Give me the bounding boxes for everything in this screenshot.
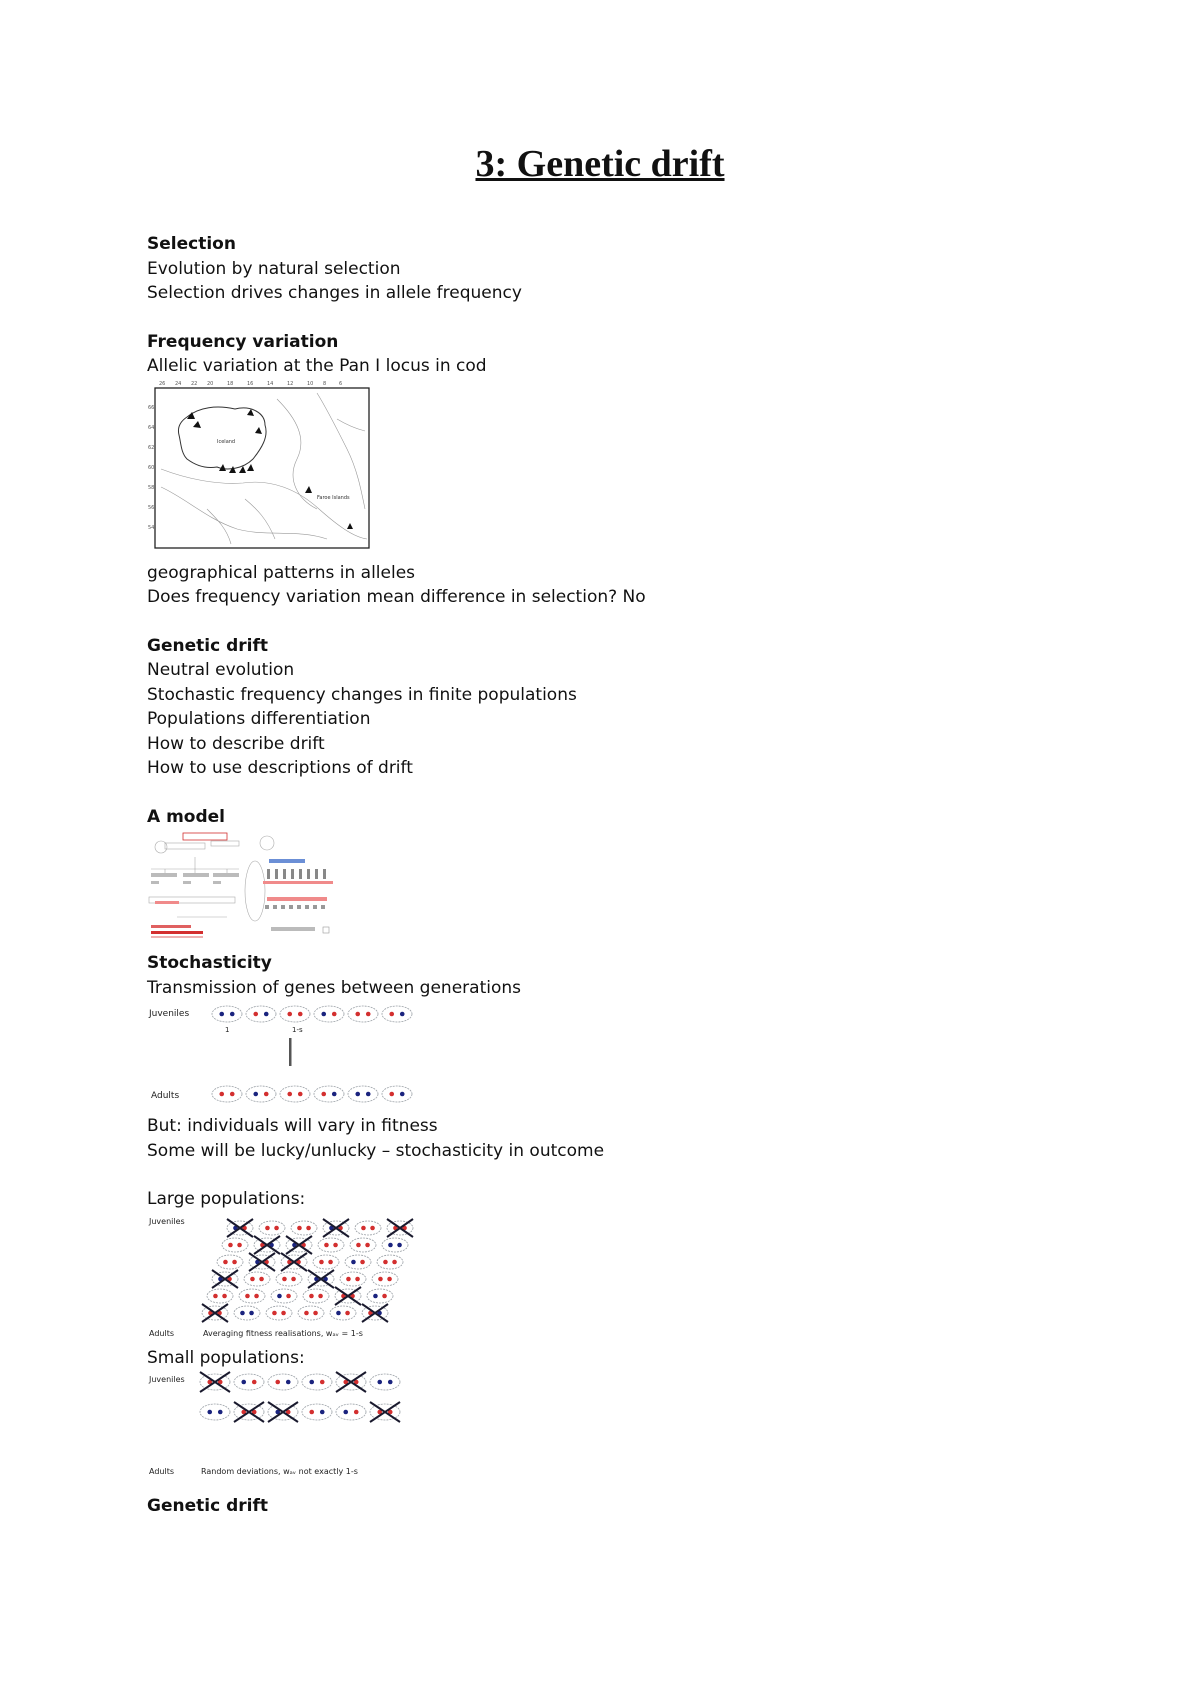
individual [308, 1270, 334, 1288]
large-caption: Averaging fitness realisations, wₐᵥ = 1-s [203, 1328, 363, 1338]
label-fitness-1: 1 [225, 1026, 230, 1034]
individual [336, 1372, 366, 1392]
svg-text:26: 26 [159, 380, 166, 387]
small-population-grid [200, 1372, 400, 1422]
text-line: Neutral evolution [147, 660, 295, 680]
label-adults: Adults [149, 1467, 175, 1476]
adult-row [212, 1086, 412, 1102]
individual [362, 1304, 388, 1322]
individual [212, 1086, 242, 1102]
individual [302, 1404, 332, 1420]
label-adults: Adults [149, 1328, 175, 1338]
individual [372, 1272, 398, 1286]
individual [382, 1238, 408, 1252]
individual [291, 1221, 317, 1235]
heading-selection: Selection [147, 234, 236, 254]
text-line: Some will be lucky/unlucky – stochasticity in outcome [147, 1140, 605, 1161]
map-label-iceland: Iceland [217, 438, 236, 445]
individual [367, 1289, 393, 1303]
individual [227, 1219, 253, 1237]
individual [355, 1221, 381, 1235]
text-line: geographical patterns in alleles [147, 562, 416, 583]
text-line: Stochastic frequency changes in finite populations [147, 684, 577, 705]
individual [370, 1402, 400, 1422]
individual [377, 1255, 403, 1269]
svg-text:24: 24 [175, 380, 182, 387]
small-populations-figure [147, 1370, 427, 1482]
cod-allele-map-figure [147, 379, 377, 551]
heading-a-model: A model [147, 806, 225, 827]
heading-genetic-drift: Genetic drift [147, 635, 268, 656]
label-juveniles: Juveniles [149, 1009, 190, 1019]
large-populations-figure [147, 1212, 427, 1340]
svg-text:8: 8 [323, 380, 327, 387]
text-line: Selection drives changes in allele frequency [147, 283, 522, 303]
individual [370, 1374, 400, 1390]
label-juveniles: Juveniles [149, 1375, 185, 1384]
individual [382, 1086, 412, 1102]
individual [239, 1289, 265, 1303]
svg-text:12: 12 [287, 380, 294, 387]
page-title: 3: Genetic drift [475, 143, 725, 185]
text-line: But: individuals will vary in fitness [147, 1116, 438, 1136]
svg-text:18: 18 [227, 380, 234, 387]
model-diagram-figure [147, 829, 337, 941]
svg-text:16: 16 [247, 380, 254, 387]
text-line: Does frequency variation mean difference in selection? No [147, 587, 646, 607]
individual [259, 1221, 285, 1235]
individual [303, 1289, 329, 1303]
individual [335, 1287, 361, 1305]
text-line: Populations differentiation [147, 709, 371, 729]
individual [323, 1219, 349, 1237]
individual [302, 1374, 332, 1390]
individual [340, 1272, 366, 1286]
svg-text:20: 20 [207, 380, 214, 387]
text-line: Transmission of genes between generations [147, 977, 521, 998]
individual [286, 1236, 312, 1254]
small-caption: Random deviations, wₐᵥ not exactly 1-s [201, 1467, 358, 1476]
text-line: How to describe drift [147, 733, 325, 754]
label-adults: Adults [151, 1091, 180, 1101]
svg-text:56: 56 [148, 504, 155, 511]
individual [271, 1289, 297, 1303]
svg-text:58: 58 [148, 484, 155, 491]
large-populations-diagram [147, 1212, 427, 1340]
individual [348, 1086, 378, 1102]
individual [345, 1255, 371, 1269]
individual [244, 1272, 270, 1286]
individual [207, 1289, 233, 1303]
transmission-figure [147, 1000, 427, 1112]
individual [266, 1306, 292, 1320]
label-juveniles: Juveniles [149, 1216, 185, 1226]
heading-stochasticity: Stochasticity [147, 953, 272, 973]
document-body [147, 232, 1047, 1519]
individual [281, 1253, 307, 1271]
individual [387, 1219, 413, 1237]
juvenile-row [212, 1006, 412, 1022]
individual [350, 1238, 376, 1252]
individual [234, 1402, 264, 1422]
individual [330, 1306, 356, 1320]
individual [200, 1372, 230, 1392]
small-populations-diagram [147, 1370, 427, 1482]
label-fitness-1-s: 1-s [292, 1026, 303, 1034]
individual [276, 1272, 302, 1286]
individual [280, 1006, 310, 1022]
svg-text:64: 64 [148, 424, 155, 431]
svg-text:54: 54 [148, 524, 155, 531]
individual [200, 1404, 230, 1420]
heading-genetic-drift-2: Genetic drift [147, 1496, 268, 1516]
individual [246, 1086, 276, 1102]
individual [234, 1306, 260, 1320]
heading-large-populations: Large populations: [147, 1189, 306, 1209]
model-diagram [147, 829, 337, 941]
text-line: How to use descriptions of drift [147, 758, 413, 778]
individual [212, 1270, 238, 1288]
svg-text:10: 10 [307, 380, 314, 387]
individual [314, 1086, 344, 1102]
individual [249, 1253, 275, 1271]
individual [318, 1238, 344, 1252]
transmission-diagram [147, 1000, 427, 1112]
svg-text:66: 66 [148, 404, 155, 411]
individual [217, 1255, 243, 1269]
svg-text:62: 62 [148, 444, 155, 451]
individual [254, 1236, 280, 1254]
map-label-faroe: Faroe Islands [317, 494, 350, 501]
cod-allele-map [147, 379, 377, 551]
individual [234, 1374, 264, 1390]
individual [268, 1402, 298, 1422]
individual [348, 1006, 378, 1022]
individual [313, 1255, 339, 1269]
svg-text:6: 6 [339, 380, 343, 387]
individual [382, 1006, 412, 1022]
svg-text:14: 14 [267, 380, 274, 387]
individual [298, 1306, 324, 1320]
individual [246, 1006, 276, 1022]
large-population-grid [202, 1219, 413, 1322]
text-line: Allelic variation at the Pan I locus in cod [147, 356, 487, 376]
individual [280, 1086, 310, 1102]
individual [336, 1404, 366, 1420]
text-line: Evolution by natural selection [147, 258, 401, 279]
heading-frequency-variation: Frequency variation [147, 331, 339, 352]
individual [222, 1238, 248, 1252]
svg-text:22: 22 [191, 380, 198, 387]
individual [268, 1374, 298, 1390]
individual [212, 1006, 242, 1022]
individual [314, 1006, 344, 1022]
heading-small-populations: Small populations: [147, 1347, 305, 1368]
svg-text:60: 60 [148, 464, 155, 471]
individual [202, 1304, 228, 1322]
